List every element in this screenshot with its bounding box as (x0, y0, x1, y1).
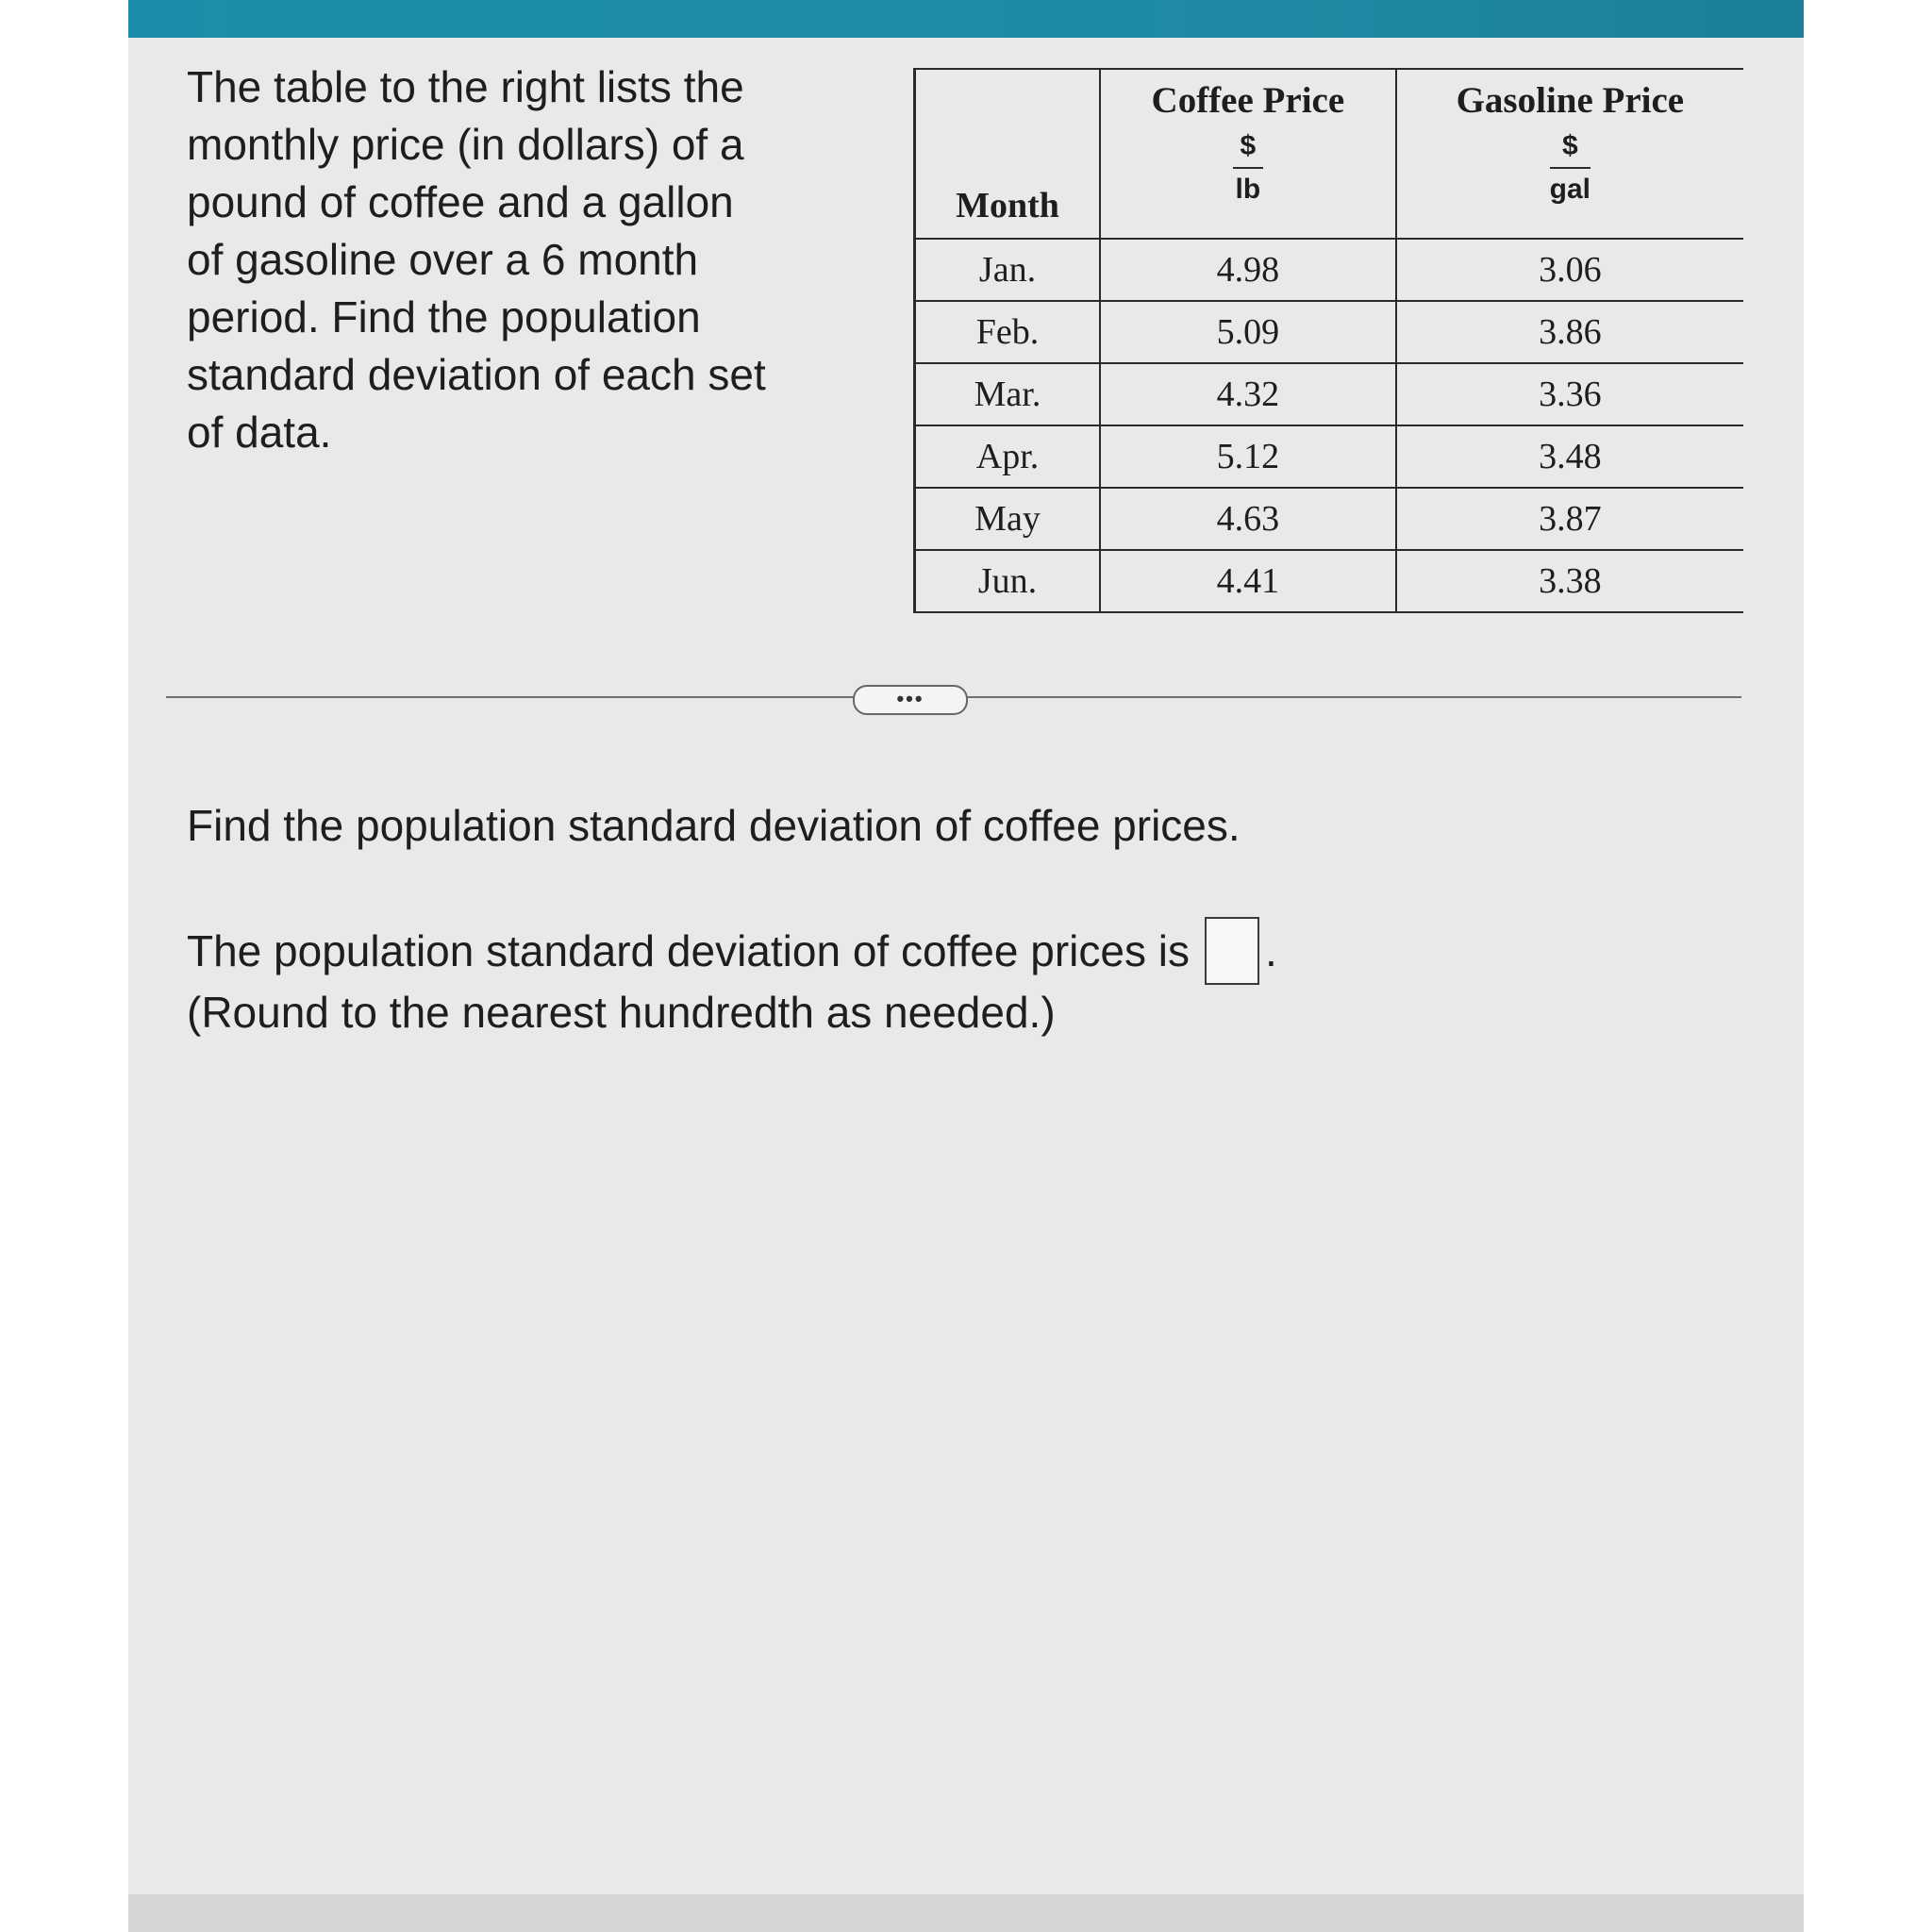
gasoline-price-cell: 3.38 (1396, 550, 1743, 612)
coffee-unit-denominator: lb (1235, 174, 1261, 205)
month-cell: Jan. (915, 239, 1101, 301)
coffee-price-cell: 4.41 (1100, 550, 1396, 612)
price-table (913, 68, 1743, 613)
gasoline-price-cell: 3.06 (1396, 239, 1743, 301)
problem-line: period. Find the population (187, 292, 701, 341)
answer-input[interactable] (1205, 917, 1259, 985)
problem-line: monthly price (in dollars) of a (187, 120, 744, 169)
gasoline-price-title: Gasoline Price (1456, 80, 1685, 121)
table-row (915, 488, 1744, 550)
table-row (915, 363, 1744, 425)
problem-line: of gasoline over a 6 month (187, 235, 699, 284)
gasoline-price-cell: 3.36 (1396, 363, 1743, 425)
problem-line: standard deviation of each set (187, 350, 766, 399)
coffee-unit (1233, 129, 1264, 207)
month-header: Month (915, 69, 1101, 239)
coffee-price-header (1100, 69, 1396, 239)
gasoline-price-header (1396, 69, 1743, 239)
table-row (915, 425, 1744, 488)
month-cell: May (915, 488, 1101, 550)
homework-screen (128, 0, 1804, 1932)
rounding-hint: (Round to the nearest hundredth as needed.) (187, 988, 1056, 1037)
gasoline-unit-numerator: $ (1550, 129, 1591, 169)
gasoline-price-cell: 3.87 (1396, 488, 1743, 550)
table-row (915, 239, 1744, 301)
gasoline-price-cell: 3.48 (1396, 425, 1743, 488)
coffee-price-cell: 5.12 (1100, 425, 1396, 488)
month-cell: Feb. (915, 301, 1101, 363)
month-cell: Mar. (915, 363, 1101, 425)
gasoline-price-cell: 3.86 (1396, 301, 1743, 363)
answer-prefix: The population standard deviation of coffee prices is (187, 926, 1190, 975)
month-cell: Jun. (915, 550, 1101, 612)
month-cell: Apr. (915, 425, 1101, 488)
problem-line: pound of coffee and a gallon (187, 177, 734, 226)
question-text: Find the population standard deviation of coffee prices. (187, 801, 1241, 850)
coffee-price-cell: 4.32 (1100, 363, 1396, 425)
bottom-bar (128, 1894, 1804, 1932)
table-row (915, 301, 1744, 363)
answer-line (187, 917, 1277, 985)
coffee-price-cell: 5.09 (1100, 301, 1396, 363)
top-bar (128, 0, 1804, 38)
problem-line: The table to the right lists the (187, 62, 744, 111)
coffee-price-cell: 4.63 (1100, 488, 1396, 550)
coffee-unit-numerator: $ (1233, 129, 1264, 169)
gasoline-unit (1550, 129, 1591, 207)
gasoline-unit-denominator: gal (1549, 174, 1591, 205)
table-header-row (915, 69, 1744, 239)
table-row (915, 550, 1744, 612)
coffee-price-cell: 4.98 (1100, 239, 1396, 301)
more-button[interactable]: ••• (853, 685, 968, 715)
problem-line: of data. (187, 408, 332, 457)
problem-statement (187, 58, 838, 461)
answer-suffix: . (1264, 926, 1277, 975)
coffee-price-title: Coffee Price (1151, 80, 1345, 121)
